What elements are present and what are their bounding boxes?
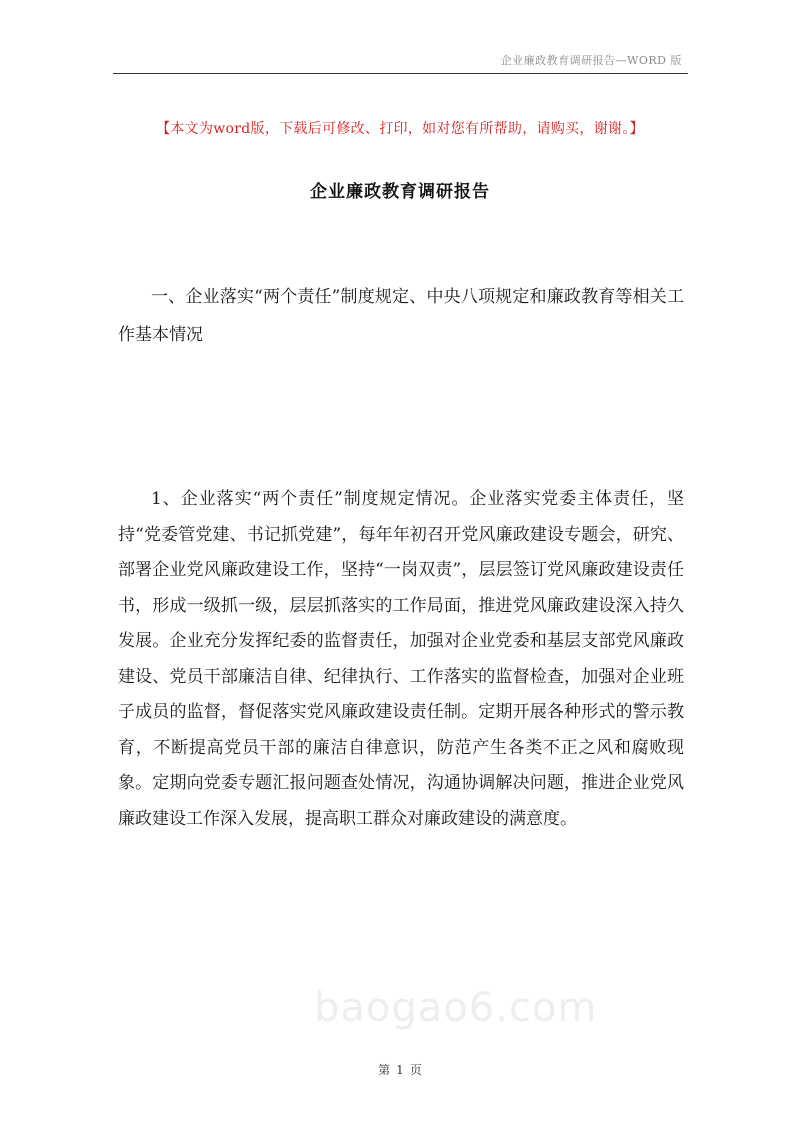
body-paragraph: 1、企业落实“两个责任”制度规定情况。企业落实党委主体责任，坚持“党委管党建、书记抓党建”，每年年初召开党风廉政建设专题会，研究、部署企业党风廉政建设工作，坚持“一岗双责”，层层签订党风廉政建设责任书，形成一级抓一级，层层抓落实的工作局面，推进党风廉政建设深入持久发展。企业充分发挥纪委的监督责任，加强对企业党委和基层支部党风廉政建设、党员干部廉洁自律、纪律执行、工作落实的监督检查，加强对企业班子成员的监督，督促落实党风廉政建设责任制。定期开展各种形式的警示教育，不断提高党员干部的廉洁自律意识，防范产生各类不正之风和腐败现象。定期向党委专题汇报问题查处情况，沟通协调解决问题，推进企业党风廉政建设工作深入发展，提高职工群众对廉政建设的满意度。	[118, 489, 684, 829]
watermark: baogao6.com	[314, 985, 598, 1031]
page-prefix: 第	[378, 1063, 391, 1077]
page-footer	[0, 1061, 800, 1078]
page-number: 1	[396, 1063, 404, 1077]
section-heading: 一、企业落实“两个责任”制度规定、中央八项规定和廉政教育等相关工作基本情况	[118, 287, 684, 345]
purchase-notice: 【本文为word版，下载后可修改、打印，如对您有所帮助，请购买，谢谢。】	[156, 121, 644, 137]
header-divider	[113, 73, 688, 74]
document-title: 企业廉政教育调研报告	[310, 182, 490, 202]
page-suffix: 页	[409, 1063, 422, 1077]
running-header: 企业廉政教育调研报告—WORD 版	[500, 54, 682, 67]
